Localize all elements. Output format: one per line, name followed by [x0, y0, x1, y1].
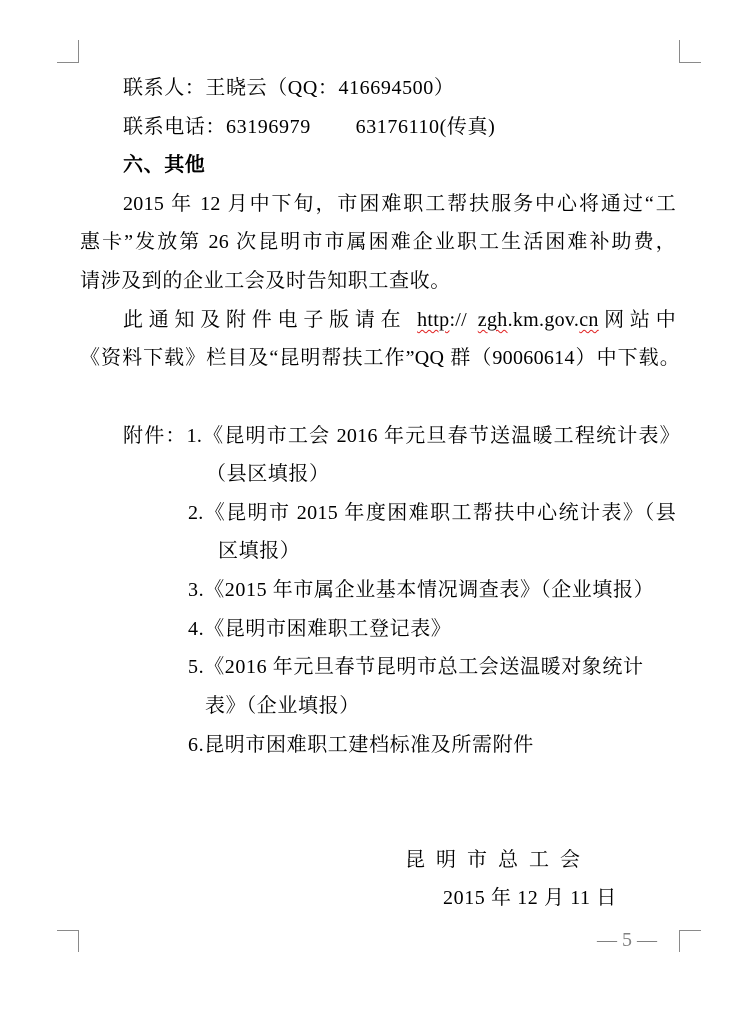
crop-mark-top-left-vertical: [78, 40, 79, 62]
attachment-line-2: 2.《昆明市 2015 年度困难职工帮扶中心统计表》（县: [188, 502, 676, 524]
contact-person-line: 联系人：王晓云（QQ：416694500）: [123, 77, 455, 99]
attachment-line-5-cont: 表》（企业填报）: [205, 695, 360, 717]
signature-organization: 昆 明 市 总 工 会: [405, 849, 583, 871]
url-segment-cn: cn: [579, 309, 599, 331]
attachment-line-1-cont: （县区填报）: [206, 463, 330, 485]
url-segment-http: http: [417, 309, 450, 331]
crop-mark-top-right-horizontal: [679, 62, 701, 63]
crop-mark-top-right-vertical: [679, 40, 680, 62]
attachment-line-3: 3.《2015 年市属企业基本情况调查表》（企业填报）: [188, 579, 655, 601]
signature-date: 2015 年 12 月 11 日: [443, 887, 617, 909]
para2-text-segment: 此通知及附件电子版请在: [123, 309, 418, 331]
para2-line-2: 《资料下载》栏目及“昆明帮扶工作”QQ 群（90060614）中下载。: [80, 347, 680, 369]
attachment-line-5: 5.《2016 年元旦春节昆明市总工会送温暖对象统计: [188, 656, 644, 678]
contact-phone-line: 联系电话：63196979 63176110(传真): [123, 116, 496, 138]
url-segment-domain: .km.gov.: [507, 309, 580, 331]
attachment-line-1: 附件：1.《昆明市工会 2016 年元旦春节送温暖工程统计表》: [123, 425, 680, 447]
para1-line-2: 惠卡”发放第 26 次昆明市市属困难企业职工生活困难补助费，: [80, 231, 676, 253]
crop-mark-bottom-left-vertical: [78, 930, 79, 952]
para1-line-3: 请涉及到的企业工会及时告知职工查收。: [80, 270, 451, 292]
crop-mark-bottom-left-horizontal: [57, 930, 79, 931]
crop-mark-bottom-right-vertical: [679, 930, 680, 952]
attachment-line-2-cont: 区填报）: [218, 540, 301, 562]
url-segment-separator: ://: [449, 309, 478, 331]
crop-mark-bottom-right-horizontal: [679, 930, 701, 931]
url-segment-zgh: zgh: [477, 309, 508, 331]
attachment-line-6: 6.昆明市困难职工建档标准及所需附件: [188, 734, 534, 756]
para1-line-1: 2015 年 12 月中下旬，市困难职工帮扶服务中心将通过“工: [123, 193, 676, 215]
section-six-heading: 六、其他: [123, 154, 206, 176]
crop-mark-top-left-horizontal: [57, 62, 79, 63]
attachment-line-4: 4.《昆明市困难职工登记表》: [188, 618, 452, 640]
para2-text-segment-end: 网站中: [598, 309, 676, 331]
page-number: — 5 —: [597, 929, 657, 951]
para2-line-1: [123, 308, 676, 332]
